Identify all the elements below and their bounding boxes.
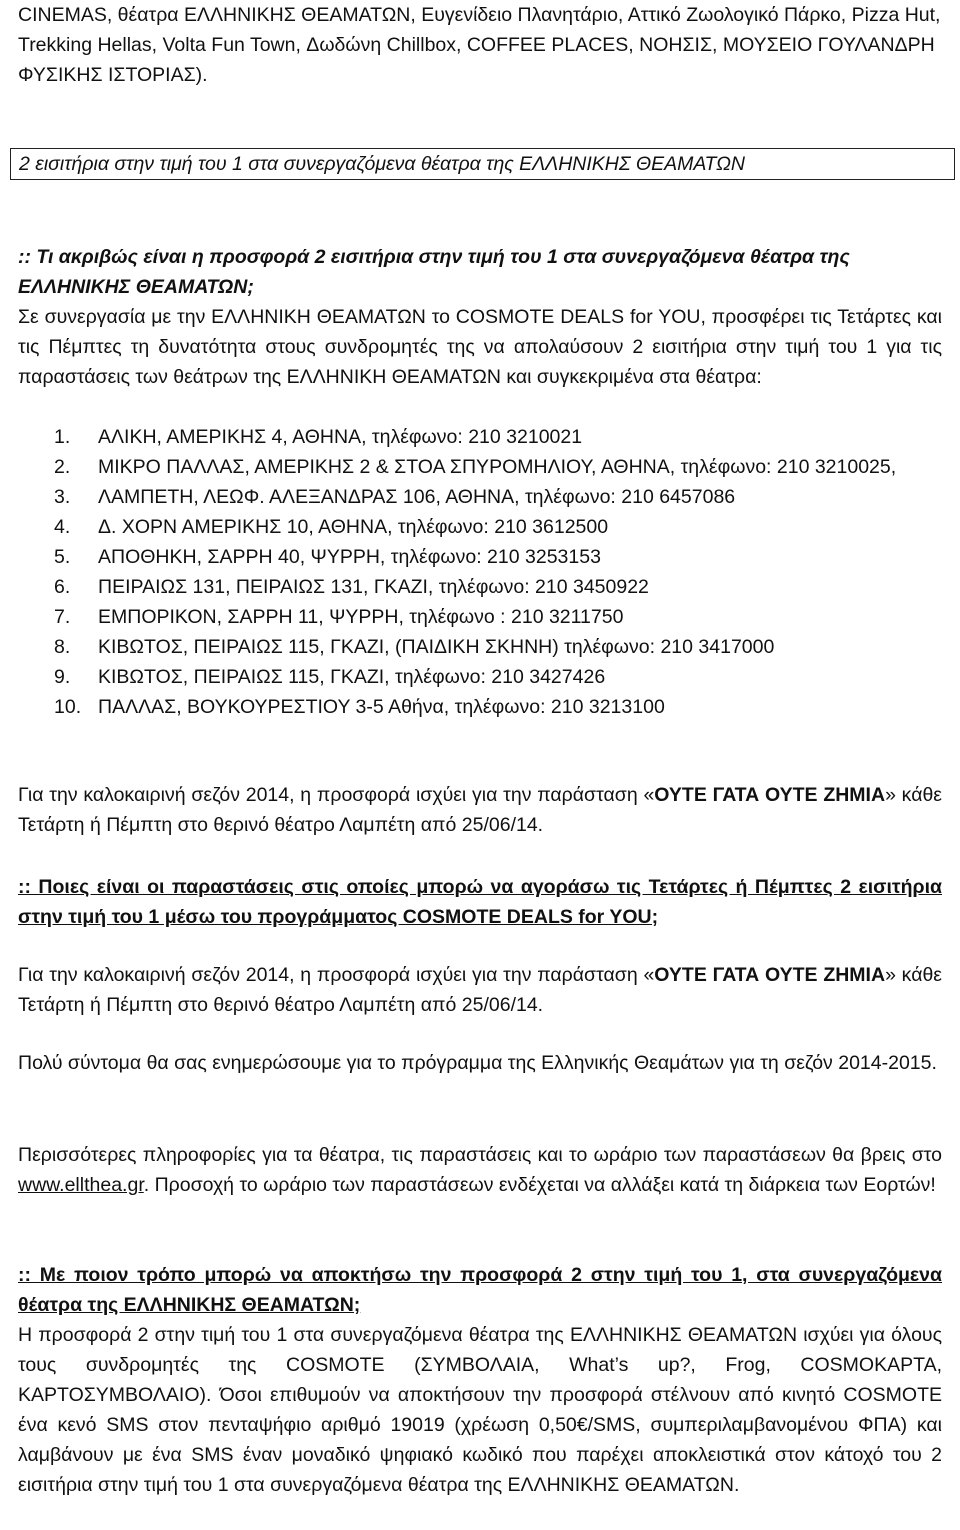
venue-text: ΚΙΒΩΤΟΣ, ΠΕΙΡΑΙΩΣ 115, ΓΚΑΖΙ, τηλέφωνο: 210 3427426 — [98, 666, 606, 688]
venue-number: 7. — [54, 606, 71, 628]
venue-text: ΕΜΠΟΡΙΚΟΝ, ΣΑΡΡΗ 11, ΨΥΡΡΗ, τηλέφωνο : 210 3211750 — [98, 606, 624, 628]
section2-summer-after: » κάθε Τετάρτη ή Πέμπτη στο θερινό θέατρο Λαμπέτη από 25/06/14. — [18, 964, 943, 1016]
ellthea-link[interactable]: www.ellthea.gr — [18, 1174, 144, 1196]
summer-note-play: ΟΥΤΕ ΓΑΤΑ ΟΥΤΕ ΖΗΜΙΑ — [654, 784, 886, 806]
section3-body: Η προσφορά 2 στην τιμή του 1 στα συνεργαζόμενα θέατρα της ΕΛΛΗΝΙΚΗΣ ΘΕΑΜΑΤΩΝ ισχύει για όλους τους συνδρομητές της COSMOTE (ΣΥΜΒΟΛΑΙΑ, What’s up?, Frog, COSMOΚΑΡΤΑ, ΚΑΡΤΟΣΥΜΒΟΛΑΙΟ). Όσοι επιθυμούν να αποκτήσουν την προσφορά στέλνουν από κινητό COSMOTE ένα κενό SMS στον πενταψήφιο αριθμό 19019 (χρέωση 0,50€/SMS, συμπεριλαμβανομένου ΦΠΑ) και λαμβάνουν με ένα SMS έναν μοναδικό ψηφιακό κωδικό που παρέχει αποκλειστικά στον κάτοχό του 2 εισιτήρια στην τιμή του 1 στα συνεργαζόμενα θέατρα της ΕΛΛΗΝΙΚΗΣ ΘΕΑΜΑΤΩΝ. — [18, 1324, 942, 1496]
venue-number: 1. — [54, 426, 71, 448]
venue-number: 5. — [54, 546, 71, 568]
venue-text: ΠΑΛΛΑΣ, ΒΟΥΚΟΥΡΕΣΤΙΟΥ 3-5 Αθήνα, τηλέφωνο: 210 3213100 — [98, 696, 665, 718]
venue-text: ΑΛΙΚΗ, ΑΜΕΡΙΚΗΣ 4, ΑΘΗΝΑ, τηλέφωνο: 210 3210021 — [98, 426, 583, 448]
venue-item — [18, 422, 942, 452]
venue-number: 8. — [54, 636, 71, 658]
venue-item — [18, 692, 942, 722]
venue-number: 4. — [54, 516, 71, 538]
intro-paragraph: CINEMAS, θέατρα ΕΛΛΗΝΙΚΗΣ ΘΕΑΜΑΤΩΝ, Ευγενίδειο Πλανητάριο, Αττικό Ζωολογικό Πάρκο, Pizza Hut, Trekking Hellas, Volta Fun Town, Δωδώνη Chillbox, COFFEE PLACES, ΝΟΗΣΙΣ, ΜΟΥΣΕΙΟ ΓΟΥΛΑΝΔΡΗ ΦΥΣΙΚΗΣ ΙΣΤΟΡΙΑΣ). — [18, 4, 941, 86]
venue-number: 2. — [54, 456, 71, 478]
venue-text: ΜΙΚΡΟ ΠΑΛΛΑΣ, ΑΜΕΡΙΚΗΣ 2 & ΣΤΟΑ ΣΠΥΡΟΜΗΛΙΟΥ, ΑΘΗΝΑ, τηλέφωνο: 210 3210025, — [98, 456, 897, 478]
venue-text: ΑΠΟΘΗΚΗ, ΣΑΡΡΗ 40, ΨΥΡΡΗ, τηλέφωνο: 210 3253153 — [98, 546, 601, 568]
venue-number: 3. — [54, 486, 71, 508]
venue-item — [18, 632, 942, 662]
summer-note-before: Για την καλοκαιρινή σεζόν 2014, η προσφορά ισχύει για την παράσταση « — [18, 784, 655, 806]
section1-body: Σε συνεργασία με την ΕΛΛΗΝΙΚΗ ΘΕΑΜΑΤΩΝ το COSMOTE DEALS for YOU, προσφέρει τις Τετάρτες και τις Πέμπτες τη δυνατότητα στους συνδρομητές της να απολαύσουν 2 εισιτήρια στην τιμή του 1 για τις παραστάσεις των θεάτρων της ΕΛΛΗΝΙΚΗ ΘΕΑΜΑΤΩΝ και συγκεκριμένα στα θέατρα: — [18, 306, 942, 388]
section3-question: :: Με ποιον τρόπο μπορώ να αποκτήσω την προσφορά 2 στην τιμή του 1, στα συνεργαζόμενα θέατρα της ΕΛΛΗΝΙΚΗΣ ΘΕΑΜΑΤΩΝ; — [18, 1264, 942, 1316]
venue-text: Δ. ΧΟΡΝ ΑΜΕΡΙΚΗΣ 10, ΑΘΗΝΑ, τηλέφωνο: 210 3612500 — [98, 516, 609, 538]
section2-summer — [18, 960, 942, 1020]
venue-item — [18, 512, 942, 542]
venue-number: 6. — [54, 576, 71, 598]
venue-item — [18, 572, 942, 602]
offer-title-box: 2 εισιτήρια στην τιμή του 1 στα συνεργαζόμενα θέατρα της ΕΛΛΗΝΙΚΗΣ ΘΕΑΜΑΤΩΝ — [10, 148, 955, 180]
venue-list — [18, 422, 942, 722]
venue-text: ΛΑΜΠΕΤΗ, ΛΕΩΦ. ΑΛΕΞΑΝΔΡΑΣ 106, ΑΘΗΝΑ, τηλέφωνο: 210 6457086 — [98, 486, 736, 508]
venue-item — [18, 482, 942, 512]
section1-question: :: Τι ακριβώς είναι η προσφορά 2 εισιτήρια στην τιμή του 1 στα συνεργαζόμενα θέατρα της ΕΛΛΗΝΙΚΗΣ ΘΕΑΜΑΤΩΝ; — [18, 246, 850, 298]
season-note: Πολύ σύντομα θα σας ενημερώσουμε για το πρόγραμμα της Ελληνικής Θεαμάτων για τη σεζόν 2014-2015. — [18, 1052, 937, 1074]
section2-question: :: Ποιες είναι οι παραστάσεις στις οποίες μπορώ να αγοράσω τις Τετάρτες ή Πέμπτες 2 εισιτήρια στην τιμή του 1 μέσω του προγράμματος COSMOTE DEALS for YOU; — [18, 876, 942, 928]
section2-summer-play: ΟΥΤΕ ΓΑΤΑ ΟΥΤΕ ΖΗΜΙΑ — [654, 964, 886, 986]
venue-item — [18, 662, 942, 692]
summer-note — [18, 780, 942, 840]
venue-item — [18, 542, 942, 572]
venue-item — [18, 452, 942, 482]
venue-text: ΚΙΒΩΤΟΣ, ΠΕΙΡΑΙΩΣ 115, ΓΚΑΖΙ, (ΠΑΙΔΙΚΗ ΣΚΗΝΗ) τηλέφωνο: 210 3417000 — [98, 636, 775, 658]
venue-number: 9. — [54, 666, 71, 688]
summer-note-after: » κάθε Τετάρτη ή Πέμπτη στο θερινό θέατρο Λαμπέτη από 25/06/14. — [18, 784, 943, 836]
info-paragraph — [18, 1140, 942, 1200]
info-after: . Προσοχή το ωράριο των παραστάσεων ενδέχεται να αλλάξει κατά τη διάρκεια των Εορτών! — [143, 1174, 936, 1196]
venue-item — [18, 602, 942, 632]
venue-number: 10. — [54, 696, 82, 718]
section2-summer-before: Για την καλοκαιρινή σεζόν 2014, η προσφορά ισχύει για την παράσταση « — [18, 964, 655, 986]
venue-text: ΠΕΙΡΑΙΩΣ 131, ΠΕΙΡΑΙΩΣ 131, ΓΚΑΖΙ, τηλέφωνο: 210 3450922 — [98, 576, 649, 598]
info-before: Περισσότερες πληροφορίες για τα θέατρα, τις παραστάσεις και το ωράριο των παραστάσεων θα βρεις στο — [18, 1144, 942, 1166]
